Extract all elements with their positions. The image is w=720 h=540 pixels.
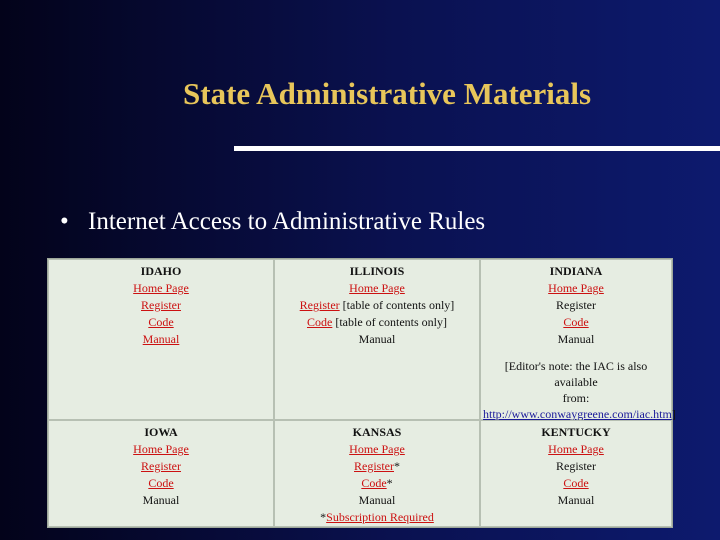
code-link[interactable]: Code	[563, 315, 589, 329]
code-link[interactable]: Code	[563, 476, 589, 490]
home-page-link[interactable]: Home Page	[548, 442, 604, 456]
register-text: Register	[556, 298, 596, 312]
code-link[interactable]: Code	[361, 476, 387, 490]
bullet-marker: •	[60, 208, 69, 235]
manual-link[interactable]: Manual	[142, 332, 180, 346]
state-cell-kentucky	[480, 420, 672, 527]
code-asterisk: *	[386, 476, 393, 490]
home-page-link[interactable]: Home Page	[133, 281, 189, 295]
manual-text: Manual	[142, 493, 180, 507]
manual-text: Manual	[358, 332, 396, 346]
register-link[interactable]: Register	[354, 459, 394, 473]
bullet-item	[60, 208, 485, 236]
state-name: IOWA	[144, 425, 178, 439]
state-cell-indiana	[480, 259, 676, 421]
manual-text: Manual	[358, 493, 396, 507]
state-cell-idaho	[48, 259, 274, 420]
code-link[interactable]: Code	[148, 476, 174, 490]
title-underline	[234, 146, 720, 151]
home-page-link[interactable]: Home Page	[133, 442, 189, 456]
register-link[interactable]: Register	[141, 298, 181, 312]
code-note: [table of contents only]	[332, 315, 447, 329]
register-link[interactable]: Register	[141, 459, 181, 473]
state-name: KANSAS	[352, 425, 402, 439]
state-cell-iowa	[48, 420, 274, 527]
home-page-link[interactable]: Home Page	[349, 281, 405, 295]
home-page-link[interactable]: Home Page	[349, 442, 405, 456]
register-text: Register	[556, 459, 596, 473]
state-cell-illinois	[274, 259, 480, 420]
register-asterisk: *	[394, 459, 400, 473]
state-name: ILLINOIS	[349, 264, 405, 278]
conwaygreene-url-link[interactable]: http://www.conwaygreene.com/iac.htm	[483, 407, 672, 421]
bullet-text: Internet Access to Administrative Rules	[88, 208, 486, 235]
editors-note	[481, 358, 676, 422]
embedded-state-links-table	[47, 258, 676, 528]
subscription-required-link[interactable]: Subscription Required	[326, 510, 434, 524]
state-name: KENTUCKY	[541, 425, 611, 439]
footnote-asterisk: *	[320, 510, 327, 524]
register-note: [table of contents only]	[339, 298, 455, 312]
manual-text: Manual	[557, 332, 595, 346]
state-cell-kansas	[274, 420, 480, 527]
register-link[interactable]: Register	[299, 298, 340, 312]
state-name: INDIANA	[549, 264, 603, 278]
editors-note-line1: [Editor's note: the IAC is also available	[504, 359, 648, 389]
code-link[interactable]: Code	[148, 315, 174, 329]
manual-text: Manual	[557, 493, 595, 507]
slide-title: State Administrative Materials	[183, 76, 592, 111]
code-link[interactable]: Code	[307, 315, 333, 329]
editors-note-line2: from:	[562, 391, 590, 405]
home-page-link[interactable]: Home Page	[548, 281, 604, 295]
state-name: IDAHO	[140, 264, 182, 278]
editors-note-end: ]	[671, 407, 676, 421]
